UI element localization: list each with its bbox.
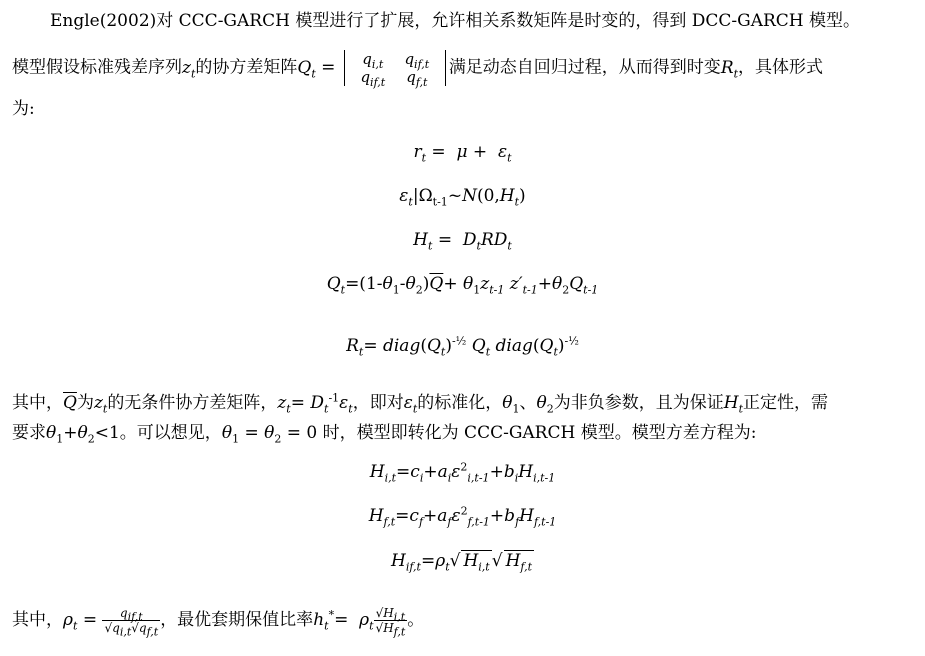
equation-mean: $r_t = \mu + \varepsilon_t$: [413, 142, 512, 165]
equation-correlation: $R_t=$ $diag(Q_t)^{-\frac{1}{2}}$ $Q_t$ $diag(Q_t)^{-\frac{1}{2}}$: [346, 334, 579, 359]
equation-variance-i: $H_{i,t}=c_i+a_i\varepsilon^2_{i,t-1}+b_iH_{i,t-1}$: [369, 460, 556, 485]
covariance-matrix: $q_{i,t}$ $q_{if,t}$ $q_{if,t}$ $q_{f,t}$: [344, 50, 446, 86]
equation-residual: $\varepsilon_t|\Omega_{t-1}\sim N(0,H_t)$: [399, 186, 526, 209]
hedge-fraction: $\frac{√H_{i,t}}{√H_{f,t}}$: [375, 606, 406, 639]
paragraph-intro-line2: 模型假设标准残差序列$z_t$的协方差矩阵$Q_t = q_{i,t}$ $q_{if,t}$ $q_{if,t}$ $q_{f,t}$满足动态自回归过程，从而得到时变$R_t$，具体形式: [12, 50, 824, 89]
equation-covariance: $H_t = D_tRD_t$: [413, 230, 512, 253]
paragraph-hedge-ratio: 其中，$\rho_t$ = $\frac{q_{if,t}}{√q_{i,t}√q_{f,t}}$ ，最优套期保值比率$h_t^*= \rho_t$ $\frac{√H_{i,t}}{√H_{f,t}}$ 。: [12, 606, 425, 639]
equation-covariance-if: $H_{if,t}=\rho_t√$ $H_{i,t}$ √ $H_{f,t}$: [390, 551, 532, 574]
paragraph-intro-line3: 为:: [12, 99, 35, 119]
equation-variance-f: $H_{f,t}=c_f+a_f\varepsilon^2_{f,t-1}+b_fH_{f,t-1}$: [368, 504, 557, 529]
paragraph-explain-line2: 要求$\theta_1+\theta_2<1$。可以想见，$\theta_1 = \theta_2 = 0$ 时，模型即转化为 CCC-GARCH 模型。模型方差方程为:: [12, 423, 757, 446]
paragraph-intro-line1: Engle(2002)对 CCC-GARCH 模型进行了扩展，允许相关系数矩阵是时变的，得到 DCC-GARCH 模型。: [50, 11, 861, 31]
rho-fraction: $\frac{q_{if,t}}{√q_{i,t}√q_{f,t}}$: [104, 606, 159, 639]
paragraph-explain-line1: 其中，$\overline{Q}$为$z_t$的无条件协方差矩阵，$z_t= D_t^{-1}\varepsilon_t$，即对$\varepsilon_t$的标准化，$\theta_1$、$\theta_2$为非负参数，且为保证$H_t$正定性，需: [12, 391, 828, 416]
equation-dcc-q: $Q_t=(1-\theta_1-\theta_2)\overline{Q}+ \theta_1z_{t-1}$ $z'_{t-1}+\theta_2Q_{t-1}$: [326, 274, 599, 297]
